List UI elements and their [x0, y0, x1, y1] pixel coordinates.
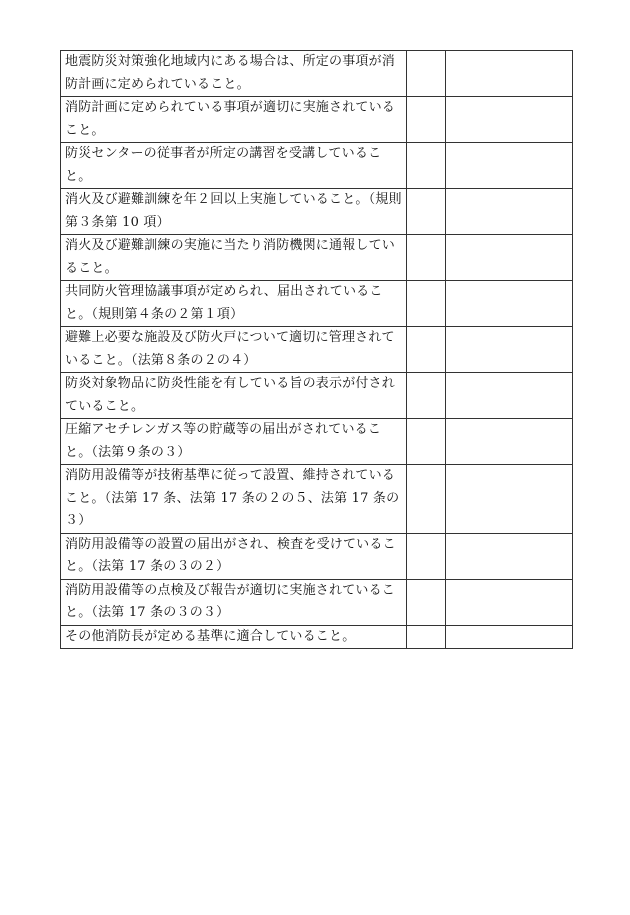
- table-row: [61, 419, 573, 465]
- check-cell[interactable]: [407, 327, 446, 373]
- remarks-cell[interactable]: [446, 97, 573, 143]
- checklist-item-text: 圧縮アセチレンガス等の貯蔵等の届出がされていること。（法第９条の３）: [65, 422, 382, 460]
- remarks-cell[interactable]: [446, 281, 573, 327]
- checklist-item-text: 避難上必要な施設及び防火戸について適切に管理されていること。（法第８条の２の４）: [65, 330, 395, 368]
- checklist-item: [61, 579, 407, 625]
- remarks-cell[interactable]: [446, 533, 573, 579]
- table-row: [61, 465, 573, 534]
- checklist-item: [61, 189, 407, 235]
- table-row: [61, 189, 573, 235]
- table-row: [61, 533, 573, 579]
- checklist-item-text: 防災センターの従事者が所定の講習を受講していること。: [65, 146, 382, 184]
- check-cell[interactable]: [407, 579, 446, 625]
- checklist-item: [61, 51, 407, 97]
- checklist-item: [61, 625, 407, 649]
- checklist-item-text: 消防用設備等の設置の届出がされ、検査を受けていること。（法第 17 条の３の２）: [65, 536, 396, 574]
- check-cell[interactable]: [407, 143, 446, 189]
- table-row: [61, 327, 573, 373]
- table-row: [61, 579, 573, 625]
- check-cell[interactable]: [407, 189, 446, 235]
- inspection-checklist-table: [60, 50, 573, 649]
- checklist-item: [61, 235, 407, 281]
- table-row: [61, 373, 573, 419]
- remarks-cell[interactable]: [446, 189, 573, 235]
- remarks-cell[interactable]: [446, 235, 573, 281]
- remarks-cell[interactable]: [446, 419, 573, 465]
- check-cell[interactable]: [407, 97, 446, 143]
- remarks-cell[interactable]: [446, 465, 573, 534]
- checklist-item: [61, 327, 407, 373]
- checklist-item: [61, 143, 407, 189]
- checklist-item: [61, 419, 407, 465]
- checklist-item-text: 消防用設備等が技術基準に従って設置、維持されていること。（法第 17 条、法第 17 条の２の５、法第 17 条の３）: [65, 468, 400, 528]
- table-row: [61, 625, 573, 649]
- check-cell[interactable]: [407, 533, 446, 579]
- check-cell[interactable]: [407, 625, 446, 649]
- remarks-cell[interactable]: [446, 143, 573, 189]
- checklist-item-text: 消防計画に定められている事項が適切に実施されていること。: [65, 100, 396, 138]
- checklist-item: [61, 373, 407, 419]
- remarks-cell[interactable]: [446, 373, 573, 419]
- table-row: [61, 143, 573, 189]
- checklist-item-text: 防炎対象物品に防炎性能を有している旨の表示が付されていること。: [65, 376, 396, 414]
- check-cell[interactable]: [407, 281, 446, 327]
- checklist-item-text: 共同防火管理協議事項が定められ、届出されていること。（規則第４条の２第１項）: [65, 284, 383, 322]
- remarks-cell[interactable]: [446, 579, 573, 625]
- table-row: [61, 235, 573, 281]
- table-row: [61, 97, 573, 143]
- check-cell[interactable]: [407, 419, 446, 465]
- check-cell[interactable]: [407, 465, 446, 534]
- checklist-item: [61, 533, 407, 579]
- checklist-item-text: 消火及び避難訓練を年２回以上実施していること。（規則第３条第 10 項）: [65, 192, 402, 230]
- remarks-cell[interactable]: [446, 625, 573, 649]
- check-cell[interactable]: [407, 51, 446, 97]
- check-cell[interactable]: [407, 235, 446, 281]
- table-row: [61, 281, 573, 327]
- checklist-item-text: 消防用設備等の点検及び報告が適切に実施されていること。（法第 17 条の３の３）: [65, 582, 396, 620]
- checklist-item: [61, 465, 407, 534]
- remarks-cell[interactable]: [446, 327, 573, 373]
- check-cell[interactable]: [407, 373, 446, 419]
- checklist-item-text: 消火及び避難訓練の実施に当たり消防機関に通報していること。: [65, 238, 396, 276]
- checklist-item-text: その他消防長が定める基準に適合していること。: [65, 628, 356, 644]
- remarks-cell[interactable]: [446, 51, 573, 97]
- checklist-item: [61, 97, 407, 143]
- table-row: [61, 51, 573, 97]
- checklist-item-text: 地震防災対策強化地域内にある場合は、所定の事項が消防計画に定められていること。: [65, 54, 396, 92]
- checklist-item: [61, 281, 407, 327]
